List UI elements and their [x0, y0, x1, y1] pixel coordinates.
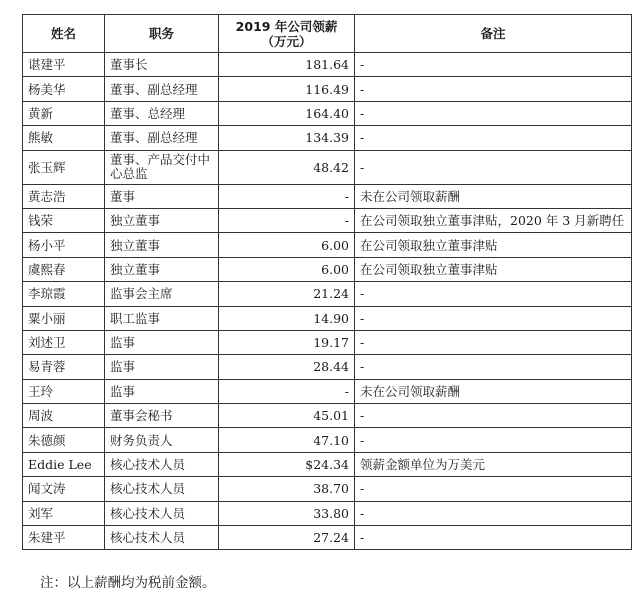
pay-cell: 164.40 — [219, 101, 355, 125]
header-role: 职务 — [105, 15, 219, 53]
table-row — [23, 126, 632, 150]
table-row — [23, 150, 632, 184]
pay-cell: - — [219, 379, 355, 403]
table-row — [23, 452, 632, 476]
name-cell: 周波 — [23, 404, 105, 428]
note-cell: - — [355, 501, 632, 525]
note-cell: 在公司领取独立董事津贴 — [355, 233, 632, 257]
header-row — [23, 15, 632, 53]
pay-cell: 27.24 — [219, 526, 355, 550]
pay-cell: 6.00 — [219, 257, 355, 281]
pay-cell: $24.34 — [219, 452, 355, 476]
note-cell: - — [355, 53, 632, 77]
role-cell: 董事 — [105, 184, 219, 208]
note-cell: 未在公司领取薪酬 — [355, 184, 632, 208]
name-cell: 李琼霞 — [23, 282, 105, 306]
role-cell: 监事 — [105, 355, 219, 379]
table-row — [23, 428, 632, 452]
table-row — [23, 53, 632, 77]
note-cell: - — [355, 526, 632, 550]
note-cell: - — [355, 126, 632, 150]
table-body — [23, 53, 632, 550]
pay-cell: 48.42 — [219, 150, 355, 184]
note-cell: - — [355, 77, 632, 101]
pay-cell: - — [219, 208, 355, 232]
role-cell: 董事、产品交付中心总监 — [105, 150, 219, 184]
role-cell: 核心技术人员 — [105, 452, 219, 476]
role-cell: 董事、副总经理 — [105, 126, 219, 150]
role-cell: 独立董事 — [105, 257, 219, 281]
pay-cell: 116.49 — [219, 77, 355, 101]
pay-cell: 45.01 — [219, 404, 355, 428]
pay-cell: 6.00 — [219, 233, 355, 257]
pay-cell: 19.17 — [219, 330, 355, 354]
name-cell: 熊敏 — [23, 126, 105, 150]
role-cell: 监事 — [105, 379, 219, 403]
role-cell: 职工监事 — [105, 306, 219, 330]
pay-cell: 14.90 — [219, 306, 355, 330]
role-cell: 董事、总经理 — [105, 101, 219, 125]
name-cell: 易青蓉 — [23, 355, 105, 379]
role-cell: 独立董事 — [105, 233, 219, 257]
name-cell: 黄新 — [23, 101, 105, 125]
table-row — [23, 208, 632, 232]
role-cell: 董事会秘书 — [105, 404, 219, 428]
table-row — [23, 233, 632, 257]
table-row — [23, 77, 632, 101]
name-cell: 张玉辉 — [23, 150, 105, 184]
name-cell: 杨小平 — [23, 233, 105, 257]
name-cell: Eddie Lee — [23, 452, 105, 476]
table-row — [23, 477, 632, 501]
table-row — [23, 184, 632, 208]
note-cell: - — [355, 101, 632, 125]
header-name: 姓名 — [23, 15, 105, 53]
table-row — [23, 257, 632, 281]
role-cell: 财务负责人 — [105, 428, 219, 452]
compensation-table — [22, 14, 632, 550]
table-row — [23, 355, 632, 379]
name-cell: 虞熙春 — [23, 257, 105, 281]
table-row — [23, 330, 632, 354]
table-row — [23, 404, 632, 428]
role-cell: 董事长 — [105, 53, 219, 77]
name-cell: 朱德颜 — [23, 428, 105, 452]
pay-cell: 28.44 — [219, 355, 355, 379]
note-cell: - — [355, 355, 632, 379]
role-cell: 独立董事 — [105, 208, 219, 232]
table-row — [23, 282, 632, 306]
name-cell: 杨美华 — [23, 77, 105, 101]
name-cell: 钱荣 — [23, 208, 105, 232]
note-cell: - — [355, 428, 632, 452]
note-cell: 在公司领取独立董事津贴，2020 年 3 月新聘任 — [355, 208, 632, 232]
note-cell: - — [355, 330, 632, 354]
pay-cell: - — [219, 184, 355, 208]
note-cell: - — [355, 282, 632, 306]
note-cell: - — [355, 306, 632, 330]
name-cell: 粟小丽 — [23, 306, 105, 330]
role-cell: 董事、副总经理 — [105, 77, 219, 101]
note-cell: - — [355, 404, 632, 428]
note-cell: 领薪金额单位为万美元 — [355, 452, 632, 476]
header-pay — [219, 15, 355, 53]
table-row — [23, 101, 632, 125]
pay-cell: 47.10 — [219, 428, 355, 452]
header-pay-line1: 2019 年公司领薪 — [235, 18, 338, 34]
table-row — [23, 379, 632, 403]
role-cell: 核心技术人员 — [105, 501, 219, 525]
role-cell: 监事 — [105, 330, 219, 354]
header-note: 备注 — [355, 15, 632, 53]
name-cell: 王玲 — [23, 379, 105, 403]
name-cell: 谌建平 — [23, 53, 105, 77]
name-cell: 刘述卫 — [23, 330, 105, 354]
table-row — [23, 306, 632, 330]
pay-cell: 38.70 — [219, 477, 355, 501]
pay-cell: 134.39 — [219, 126, 355, 150]
name-cell: 朱建平 — [23, 526, 105, 550]
table-row — [23, 526, 632, 550]
name-cell: 刘军 — [23, 501, 105, 525]
pay-cell: 181.64 — [219, 53, 355, 77]
note-cell: - — [355, 150, 632, 184]
pay-cell: 21.24 — [219, 282, 355, 306]
name-cell: 黄志浩 — [23, 184, 105, 208]
role-cell: 监事会主席 — [105, 282, 219, 306]
note-cell: - — [355, 477, 632, 501]
role-cell: 核心技术人员 — [105, 477, 219, 501]
header-pay-line2: （万元） — [261, 33, 312, 49]
table-row — [23, 501, 632, 525]
pay-cell: 33.80 — [219, 501, 355, 525]
note-cell: 未在公司领取薪酬 — [355, 379, 632, 403]
name-cell: 闻文涛 — [23, 477, 105, 501]
role-cell: 核心技术人员 — [105, 526, 219, 550]
note-cell: 在公司领取独立董事津贴 — [355, 257, 632, 281]
footnote: 注：以上薪酬均为税前金额。 — [40, 575, 216, 591]
